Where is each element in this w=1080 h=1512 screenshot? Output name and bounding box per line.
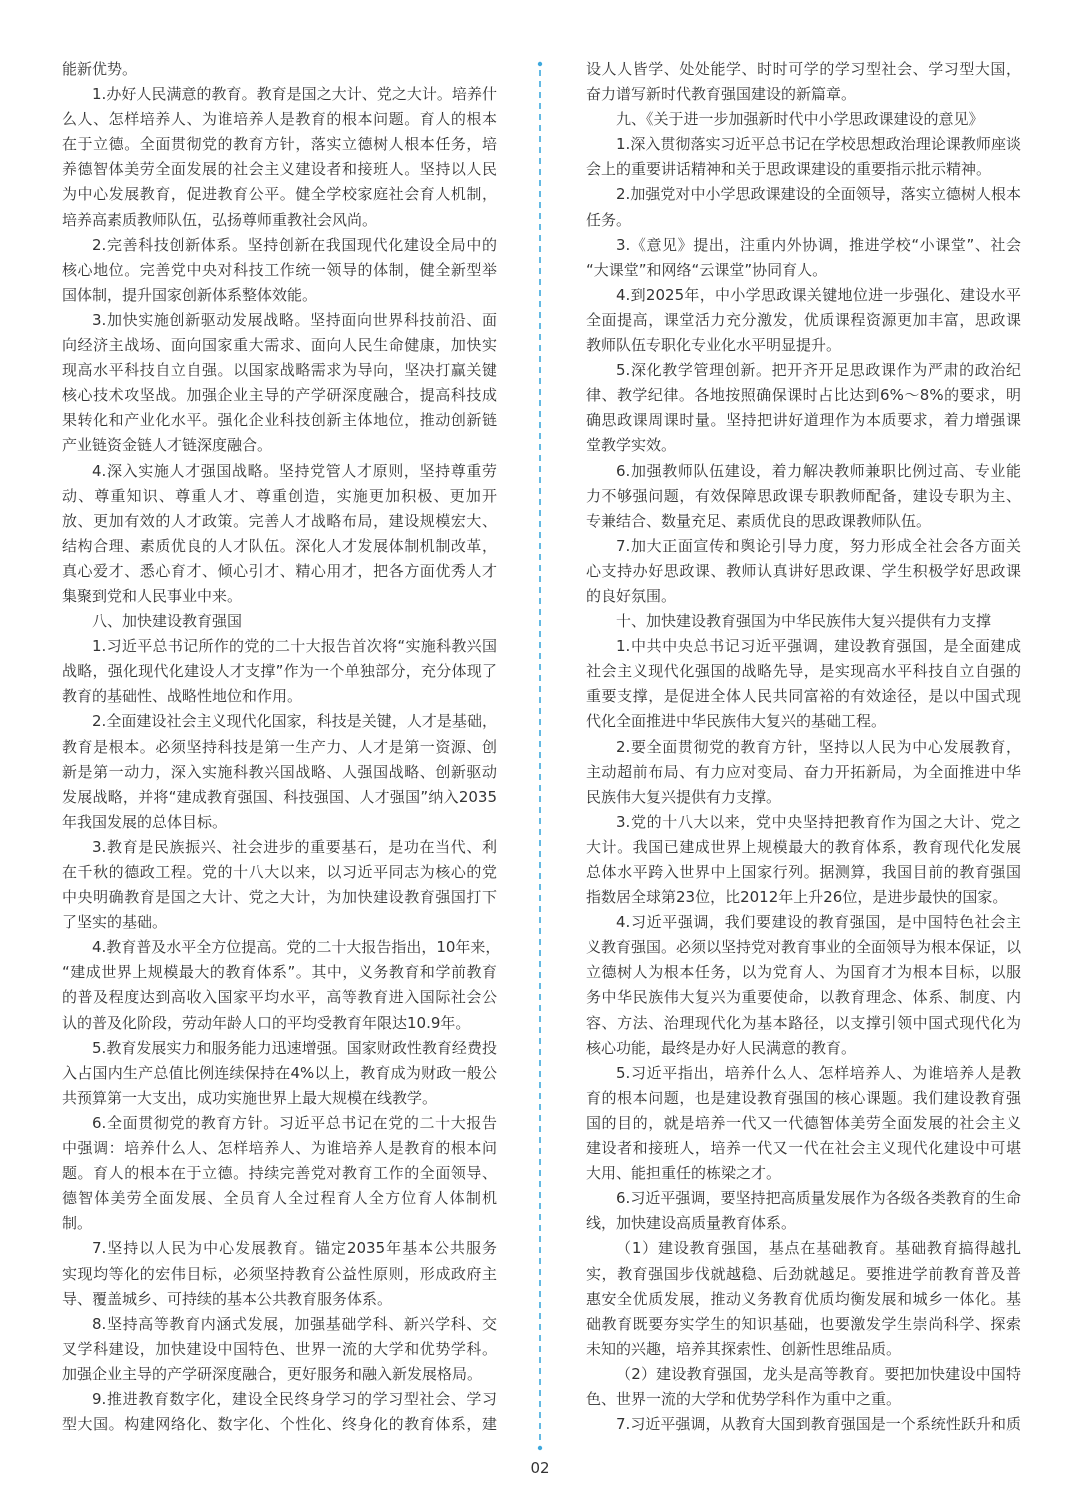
text-line: 4.教育普及水平全方位提高。党的二十大报告指出，10年来， (92, 938, 501, 957)
text-line: 1.中共中央总书记习近平强调，建设教育强国，是全面建成 (616, 637, 1021, 656)
continued-paragraph (586, 57, 1021, 107)
text-line: 9.推进教育数字化，建设全民终身学习的学习型社会、学习 (92, 1389, 497, 1408)
text-line: 色、世界一流的大学和优势学科作为重中之重。 (586, 1389, 902, 1408)
paragraph (62, 634, 497, 709)
text-line: 会上的重要讲话精神和关于思政课建设的重要指示批示精神。 (586, 160, 992, 179)
text-line: 5.习近平指出，培养什么人、怎样培养人、为谁培养人是教 (616, 1063, 1021, 1082)
paragraph (586, 283, 1021, 358)
text-line: 7.习近平强调，从教育大国到教育强国是一个系统性跃升和质 (616, 1415, 1021, 1434)
text-line: 核心功能，最终是办好人民满意的教育。 (586, 1038, 857, 1057)
paragraph (586, 910, 1021, 1061)
paragraph (586, 1186, 1021, 1236)
paragraph (62, 1387, 497, 1437)
text-line: 实，教育强国步伐就越稳、后劲就越足。要推进学前教育普及普 (586, 1264, 1021, 1283)
paragraph (586, 534, 1021, 609)
text-line: 核心地位。完善党中央对科技工作统一领导的体制，健全新型举 (62, 260, 497, 279)
text-line: 建设者和接班人，培养一代又一代在社会主义现代化建设中可堪 (586, 1139, 1021, 1158)
text-line: 能新优势。 (62, 60, 138, 78)
section-heading: 八、加快建设教育强国 (92, 612, 243, 631)
text-line: 1.深入贯彻落实习近平总书记在学校思想政治理论课教师座谈 (616, 135, 1021, 154)
text-line: 入占国内生产总值比例连续保持在4%以上，教育成为财政一般公 (62, 1063, 497, 1082)
text-line: 3.加快实施创新驱动发展战略。坚持面向世界科技前沿、面 (92, 310, 497, 329)
text-line: 战略，强化现代化建设人才支撑”作为一个单独部分，充分体现了 (62, 662, 497, 681)
text-line: 1.习近平总书记所作的党的二十大报告首次将“实施科教兴国 (92, 637, 497, 656)
text-line: 认的普及化阶段，劳动年龄人口的平均受教育年限达10.9年。 (62, 1013, 471, 1032)
text-line: 导、覆盖城乡、可持续的基本公共教育服务体系。 (62, 1289, 393, 1308)
paragraph (586, 810, 1021, 910)
section-heading: 九、《关于进一步加强新时代中小学思政课建设的意见》 (616, 110, 984, 129)
text-line: 3.党的十八大以来，党中央坚持把教育作为国之大计、党之 (616, 812, 1021, 831)
text-line: 教师队伍专职化专业化水平明显提升。 (586, 336, 842, 355)
text-line: 6.全面贯彻党的教育方针。习近平总书记在党的二十大报告 (92, 1113, 497, 1132)
paragraph (62, 459, 497, 610)
paragraph (586, 132, 1021, 182)
text-line: 主动超前布局、有力应对变局、奋力开拓新局，为全面推进中华 (586, 762, 1021, 781)
paragraph (586, 1061, 1021, 1186)
text-line: 5.教育发展实力和服务能力迅速增强。国家财政性教育经费投 (92, 1038, 497, 1057)
text-line: 真心爱才、悉心育才、倾心引才、精心用才，把各方面优秀人才 (62, 561, 497, 580)
text-line: 律、教学纪律。各地按照确保课时占比达到6%～8%的要求，明 (586, 386, 1021, 405)
text-line: 2.加强党对中小学思政课建设的全面领导，落实立德树人根本 (616, 185, 1021, 204)
text-line: 中央明确教育是国之大计、党之大计，为加快建设教育强国打下 (62, 888, 497, 907)
text-line: 的良好氛围。 (586, 586, 677, 605)
paragraph (586, 634, 1021, 734)
text-line: （1）建设教育强国，基点在基础教育。基础教育搞得越扎 (616, 1239, 1021, 1258)
text-line: 义教育强国。必须以坚持党对教育事业的全面领导为根本保证，以 (586, 938, 1022, 957)
text-line: 新是第一动力，深入实施科教兴国战略、人强国战略、创新驱动 (62, 762, 497, 781)
paragraph (62, 1312, 497, 1387)
text-line: 叉学科建设，加快建设中国特色、世界一流的大学和优势学科。 (62, 1339, 497, 1358)
column-divider (536, 60, 544, 1452)
text-line: 堂教学实效。 (586, 436, 677, 455)
text-line: 大用、能担重任的栋梁之才。 (586, 1164, 782, 1183)
text-line: 在千秋的德政工程。党的十八大以来，以习近平同志为核心的党 (62, 863, 497, 881)
paragraph (586, 358, 1021, 458)
text-line: 代化全面推进中华民族伟大复兴的基础工程。 (586, 712, 887, 731)
text-line: 实现均等化的宏伟目标，必须坚持教育公益性原则，形成政府主 (62, 1264, 497, 1283)
paragraph (62, 82, 497, 233)
paragraph (586, 182, 1021, 232)
text-line: 线，加快建设高质量教育体系。 (586, 1214, 797, 1233)
text-line: 务中华民族伟大复兴为重要使命，以教育理念、体系、制度、内 (586, 988, 1021, 1007)
text-line: 年我国发展的总体目标。 (62, 812, 228, 831)
text-line: 放、更加有效的人才政策。完善人才战略布局，建设规模宏大、 (62, 511, 497, 530)
text-line: 2.完善科技创新体系。坚持创新在我国现代化建设全局中的 (92, 235, 497, 254)
text-line: 产业链资金链人才链深度融合。 (62, 436, 273, 455)
paragraph (62, 935, 501, 1035)
text-line: 3.教育是民族振兴、社会进步的重要基石，是功在当代、利 (92, 837, 497, 856)
page-number: 02 (530, 1459, 550, 1477)
paragraph (586, 459, 1021, 534)
text-line: 在于立德。全面贯彻党的教育方针，落实立德树人根本任务，培 (62, 135, 497, 154)
text-line: 培养高素质教师队伍，弘扬尊师重教社会风尚。 (62, 210, 378, 229)
paragraph (586, 1412, 1021, 1437)
text-line: 总体水平跨入世界中上国家行列。据测算，我国目前的教育强国 (586, 863, 1021, 881)
text-line: 8.坚持高等教育内涵式发展，加强基础学科、新兴学科、交 (92, 1314, 497, 1333)
text-line: 教育的基础性、战略性地位和作用。 (62, 687, 303, 706)
text-line: 为中心发展教育，促进教育公平。健全学校家庭社会育人机制， (62, 185, 497, 204)
text-line: 加强企业主导的产学研深度融合，更好服务和融入新发展格局。 (62, 1364, 483, 1383)
text-line: 德智体美劳全面发展、全员育人全过程育人全方位育人体制机 (62, 1189, 497, 1208)
text-line: 社会主义现代化强国的战略先导，是实现高水平科技自立自强的 (586, 662, 1021, 681)
text-line: “大课堂”和网络“云课堂”协同育人。 (586, 260, 828, 279)
text-line: 4.到2025年，中小学思政课关键地位进一步强化、建设水平 (616, 285, 1021, 304)
text-line: 5.深化教学管理创新。把开齐开足思政课作为严肃的政治纪 (616, 361, 1021, 380)
text-line: 制。 (62, 1214, 93, 1233)
text-line: 6.习近平强调，要坚持把高质量发展作为各级各类教育的生命 (616, 1189, 1021, 1208)
text-line: 7.坚持以人民为中心发展教育。锚定2035年基本公共服务 (92, 1239, 497, 1258)
text-line: 现高水平科技自立自强。以国家战略需求为导向，坚决打赢关键 (62, 361, 497, 380)
section-heading: 十、加快建设教育强国为中华民族伟大复兴提供有力支撑 (616, 612, 992, 631)
paragraph (62, 1036, 497, 1111)
text-line: 础教育既要夯实学生的知识基础，也要激发学生崇尚科学、探索 (586, 1314, 1021, 1333)
text-line: 设人人皆学、处处能学、时时可学的学习型社会、学习型大国， (586, 60, 1021, 78)
text-line: 容、方法、治理现代化为基本路径，以支撑引领中国式现代化为 (586, 1013, 1021, 1032)
text-line: “建成世界上规模最大的教育体系”。其中，义务教育和学前教育 (62, 963, 497, 982)
text-line: 7.加大正面宣传和舆论引导力度，努力形成全社会各方面关 (616, 536, 1021, 555)
text-line: 1.办好人民满意的教育。教育是国之大计、党之大计。培养什 (92, 85, 497, 104)
text-line: 的普及程度达到高收入国家平均水平，高等教育进入国际社会公 (62, 988, 497, 1007)
text-line: 题。育人的根本在于立德。持续完善党对教育工作的全面领导、 (62, 1164, 497, 1183)
paragraph (586, 233, 1021, 283)
paragraph (62, 709, 497, 834)
paragraph (586, 735, 1021, 810)
text-line: 集聚到党和人民事业中来。 (62, 586, 243, 605)
text-line: 全面提高，课堂活力充分激发，优质课程资源更加丰富，思政课 (586, 310, 1021, 329)
text-line: 力不够强问题，有效保障思政课专职教师配备，建设专职为主、 (586, 486, 1021, 505)
divider-bottom-dot (538, 1446, 542, 1450)
text-line: 任务。 (586, 210, 632, 229)
text-line: 国的目的，就是培养一代又一代德智体美劳全面发展的社会主义 (586, 1113, 1021, 1132)
text-line: 育的根本问题，也是建设教育强国的核心课题。我们建设教育强 (586, 1088, 1021, 1107)
text-line: 4.习近平强调，我们要建设的教育强国，是中国特色社会主 (616, 913, 1021, 932)
text-line: 核心技术攻坚战。加强企业主导的产学研深度融合，提高科技成 (62, 386, 497, 405)
paragraph (586, 1236, 1021, 1361)
text-line: 中强调：培养什么人、怎样培养人、为谁培养人是教育的根本问 (62, 1139, 497, 1158)
paragraph (62, 835, 497, 935)
text-line: 型大国。构建网络化、数字化、个性化、终身化的教育体系，建 (62, 1415, 497, 1434)
text-line: 奋力谱写新时代教育强国建设的新篇章。 (586, 85, 857, 104)
text-line: 心支持办好思政课、教师认真讲好思政课、学生积极学好思政课 (586, 561, 1021, 580)
text-line: 结构合理、素质优良的人才队伍。深化人才发展体制机制改革， (62, 536, 497, 555)
text-line: 2.要全面贯彻党的教育方针，坚持以人民为中心发展教育， (616, 737, 1021, 756)
text-line: 动、尊重知识、尊重人才、尊重创造，实施更加积极、更加开 (62, 486, 497, 505)
text-line: 4.深入实施人才强国战略。坚持党管人才原则，坚持尊重劳 (92, 461, 497, 480)
text-line: 民族伟大复兴提供有力支撑。 (586, 787, 782, 806)
paragraph (62, 1236, 497, 1311)
text-line: 惠安全优质发展，推动义务教育优质均衡发展和城乡一体化。基 (586, 1289, 1021, 1308)
text-line: 养德智体美劳全面发展的社会主义建设者和接班人。坚持以人民 (62, 160, 497, 179)
text-line: 确思政课周课时量。坚持把讲好道理作为本质要求，着力增强课 (586, 411, 1021, 430)
text-line: 2.全面建设社会主义现代化国家，科技是关键，人才是基础， (92, 712, 497, 731)
right-column (586, 57, 1021, 1437)
text-line: 指数居全球第23位，比2012年上升26位，是进步最快的国家。 (586, 888, 1008, 907)
paragraph (62, 1111, 497, 1236)
divider-top-dot (538, 62, 542, 66)
paragraph (62, 233, 497, 308)
text-line: 了坚实的基础。 (62, 913, 168, 932)
text-line: 果转化和产业化水平。强化企业科技创新主体地位，推动创新链 (62, 411, 497, 430)
text-line: 专兼结合、数量充足、素质优良的思政课教师队伍。 (586, 511, 932, 530)
text-line: 6.加强教师队伍建设，着力解决教师兼职比例过高、专业能 (616, 461, 1021, 480)
text-line: 重要支撑，是促进全体人民共同富裕的有效途径，是以中国式现 (586, 687, 1021, 706)
left-column (62, 57, 501, 1437)
text-line: 教育是根本。必须坚持科技是第一生产力、人才是第一资源、创 (62, 737, 497, 756)
text-line: 国体制，提升国家创新体系整体效能。 (62, 285, 318, 304)
text-line: 向经济主战场、面向国家重大需求、面向人民生命健康，加快实 (62, 336, 497, 355)
text-line: 么人、怎样培养人、为谁培养人是教育的根本问题。育人的根本 (62, 110, 497, 129)
text-line: 发展战略，并将“建成教育强国、科技强国、人才强国”纳入2035 (62, 787, 497, 806)
paragraph (62, 308, 497, 459)
text-line: 大计。我国已建成世界上规模最大的教育体系，教育现代化发展 (586, 837, 1021, 856)
text-line: 共预算第一大支出，成功实施世界上最大规模在线教学。 (62, 1088, 438, 1107)
text-line: 3.《意见》提出，注重内外协调，推进学校“小课堂”、社会 (616, 235, 1021, 254)
text-line: 未知的兴趣，培养其探索性、创新性思维品质。 (586, 1339, 902, 1358)
paragraph (586, 1362, 1021, 1412)
continued-paragraph (62, 57, 497, 82)
text-line: 立德树人为根本任务，以为党育人、为国育才为根本目标，以服 (586, 963, 1021, 982)
text-line: （2）建设教育强国，龙头是高等教育。要把加快建设中国特 (616, 1364, 1021, 1383)
